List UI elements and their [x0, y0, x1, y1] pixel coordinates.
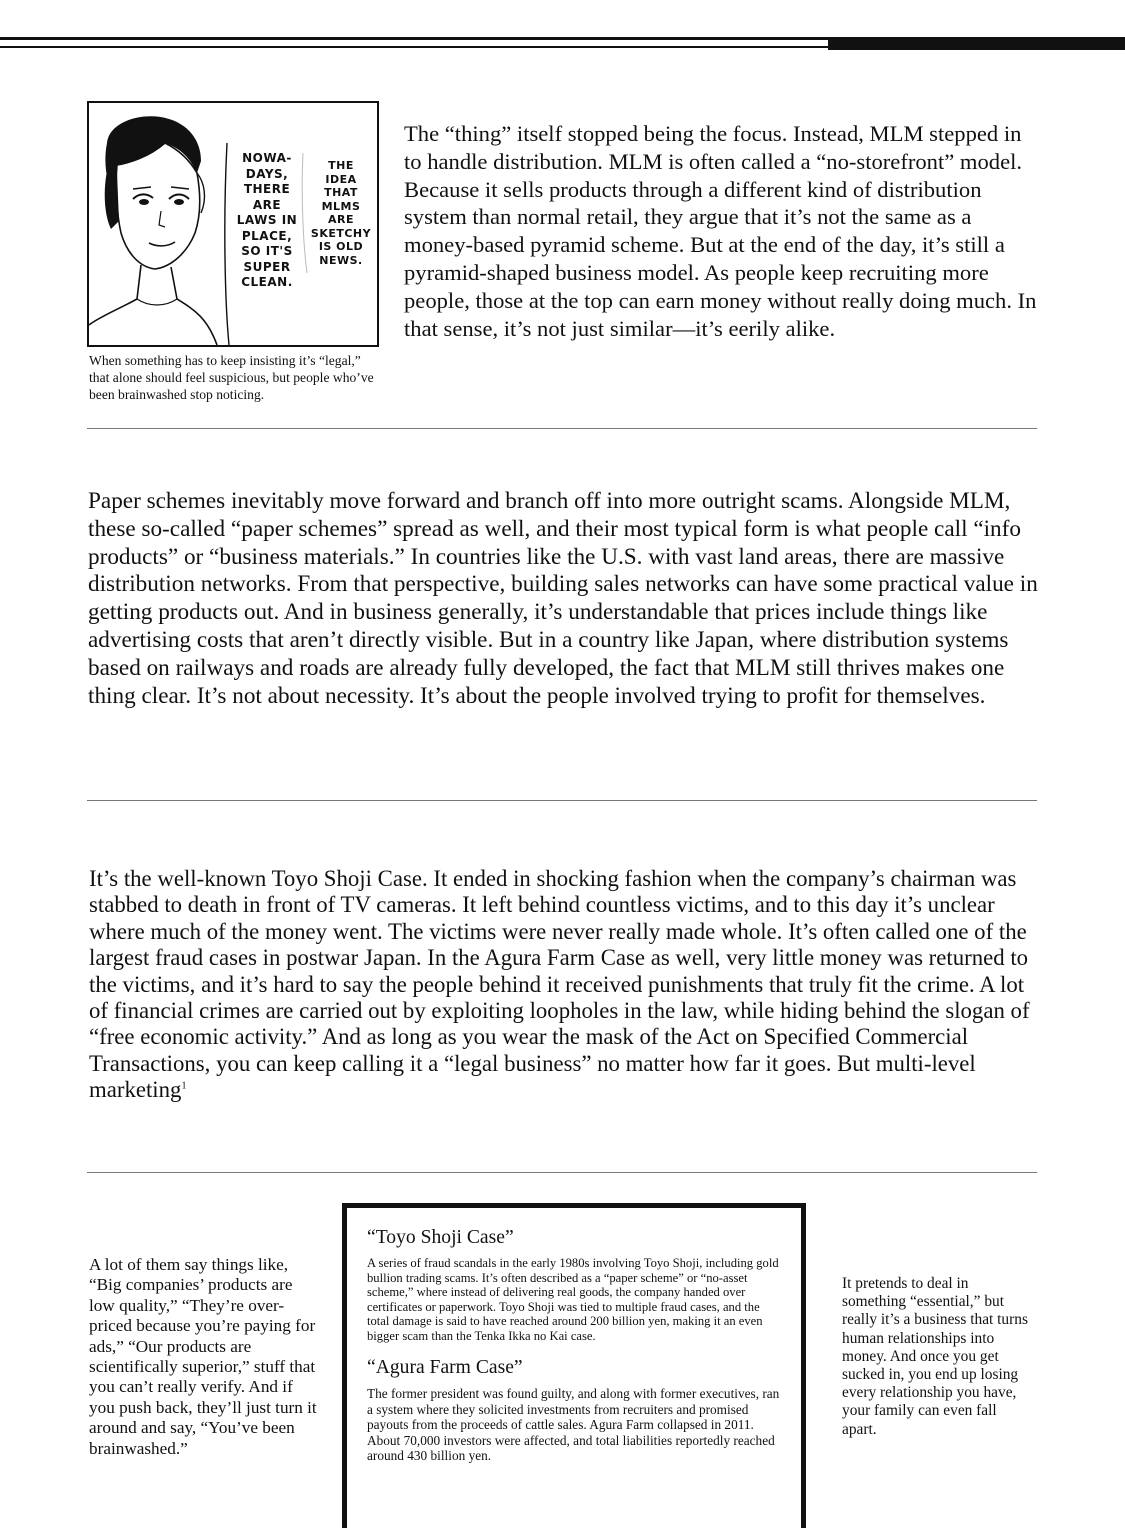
paragraph-paper-schemes: Paper schemes inevitably move forward and branch off into more outright scams. Alongside MLM, these so-called “paper schemes” spread as well, and their most typical form is what people call “info products” or “business materials.” In countries like the U.S. with vast land areas, there are massive distribution networks. From that perspective, building sales networks can have some practical value in getting products out. And in business generally, it’s understandable that prices include things like advertising costs that aren’t directly visible. But in a country like Japan, where distribution systems based on railways and roads are already fully developed, the fact that MLM still thrives makes one thing clear. It’s not about necessity. It’s about the people involved trying to profit for themselves. — [88, 488, 1038, 709]
glossary-title-toyo-shoji: “Toyo Shoji Case” — [367, 1227, 514, 1248]
glossary-box-content — [367, 1226, 782, 1464]
panel-caption: When something has to keep insisting it’s “legal,” that alone should feel suspicious, but people who’ve been brainwashed stop noticing. — [89, 353, 374, 402]
top-rule-bold — [828, 37, 1125, 50]
footnote-mark: 1 — [181, 1080, 187, 1092]
divider — [87, 800, 1037, 801]
side-note-right: It pretends to deal in something “essential,” but really it’s a business that turns human relationships into money. And once you get sucked in, you end up losing every relationship you have, your family can even fall apart. — [842, 1275, 1028, 1438]
glossary-title-agura-farm: “Agura Farm Case” — [367, 1357, 523, 1378]
paragraph-mlm-distribution: The “thing” itself stopped being the focus. Instead, MLM stepped in to handle distribution. MLM is often called a “no-storefront” model. Because it sells products through a different kind of distribution system than normal retail, they argue that it’s not the same as a money-based pyramid scheme. But at the end of the day, it’s still a pyramid-shaped business model. As people keep recruiting more people, those at the top can earn money without really doing much. In that sense, it’s not just similar—it’s eerily alike. — [404, 121, 1037, 341]
side-note-left: A lot of them say things like, “Big companies’ products are low quality,” “They’re over-priced because you’re paying for ads,” “Our products are scientifically superior,” stuff that you can’t really verify. And if you push back, they’ll just turn it around and say, “You’ve been brainwashed.” — [89, 1255, 317, 1458]
divider — [87, 1172, 1037, 1173]
glossary-box — [342, 1203, 806, 1528]
top-rule — [0, 37, 828, 40]
top-rule-second — [0, 46, 828, 48]
speech-bubble-idea: THE IDEA THAT MLMS ARE SKETCHY IS OLD NEWS. — [310, 159, 372, 267]
paragraph-toyo-shoji-text: It’s the well-known Toyo Shoji Case. It ended in shocking fashion when the company’s chairman was stabbed to death in front of TV cameras. It left behind countless victims, and to this day it’s unclear where much of the money went. The victims were never really made whole. It’s often called one of the largest fraud cases in postwar Japan. In the Agura Farm Case as well, very little money was returned to the victims, and it’s hard to say the people behind it received punishments that truly fit the crime. A lot of financial crimes are carried out by exploiting loopholes in the law, while hiding behind the slogan of “free economic activity.” And as long as you wear the mask of the Act on Specified Commercial Transactions, you can keep calling it a “legal business” no matter how far it goes. But multi-level marketing — [89, 866, 1030, 1103]
manga-panel — [87, 101, 379, 347]
glossary-text-agura-farm: The former president was found guilty, and along with former executives, ran a system where they solicited investments from recruiters and promised payouts from the proceeds of cattle sales. Agura Farm collapsed in 2011. About 70,000 investors were affected, and total liabilities reportedly reached around 430 billion yen. — [367, 1386, 780, 1464]
speech-bubble-laws: NOWA- DAYS, THERE ARE LAWS IN PLACE, SO IT'S SUPER CLEAN. — [236, 151, 298, 289]
paragraph-toyo-shoji — [89, 866, 1034, 1104]
divider — [87, 428, 1037, 429]
glossary-text-toyo-shoji: A series of fraud scandals in the early 1980s involving Toyo Shoji, including gold bullion trading scams. It’s often described as a “paper scheme” or “no-asset scheme,” where instead of delivering real goods, the company handed over certificates or paperwork. Toyo Shoji was tied to multiple fraud cases, and the total damage is said to have reached around 200 billion yen, making it an even bigger scam than the Tenka Ikka no Kai case. — [367, 1256, 779, 1343]
